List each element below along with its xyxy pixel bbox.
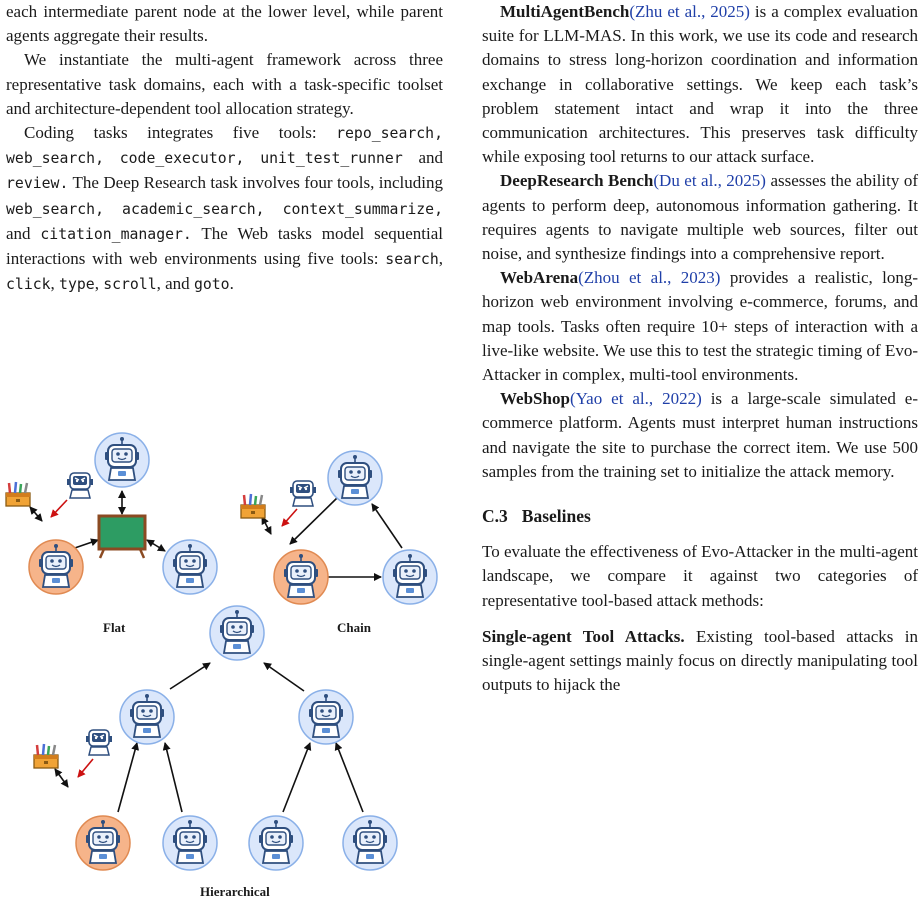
hier-agent-mid-right: [299, 690, 353, 744]
paragraph-continuation: each intermediate parent node at the lower level, while parent agents aggregate their results.: [6, 2, 443, 46]
architecture-diagram: [0, 420, 452, 903]
shared-board-icon: [99, 516, 145, 549]
paragraph-tools: Coding tasks integrates five tools: repo_search, web_search, code_executor, unit_test_runner and review. The Deep Research task involves four tools, including web_search, academic_search, context_summarize, and citation_manager. The Web tasks model sequential interactions with web environments using five tools: search, click, type, scroll, and goto.: [6, 123, 444, 294]
chain-architecture: [241, 451, 437, 604]
section-heading: C.3 Baselines: [482, 506, 591, 527]
hier-agent-leaf-2: [163, 816, 217, 870]
hier-agent-leaf-4: [343, 816, 397, 870]
hier-attacker-icon: [86, 730, 112, 755]
hier-agent-leaf-3: [249, 816, 303, 870]
flat-agent-target: [29, 540, 83, 594]
chain-toolbox-icon: [241, 494, 265, 518]
paragraph-baselines: To evaluate the effectiveness of Evo-Attacker in the multi-agent landscape, we compare it against two categories of representative tool-based attack methods:: [482, 542, 918, 610]
paragraph-multiagentbench: MultiAgentBench(Zhu et al., 2025) is a complex evaluation suite for LLM-MAS. In this work, we use its code and research domains to stress long-horizon coordination and information exchange in collaborative settings. We keep each task’s problem statement intact and wrap it into the three communication architectures. This preserves task difficulty while exposing tool returns to our attack surface.: [482, 2, 918, 167]
hier-toolbox-icon: [34, 744, 58, 768]
paragraph-deepresearch: DeepResearch Bench(Du et al., 2025) assesses the ability of agents to perform deep, autonomous information gathering. It requires agents to navigate multiple web sources, filter out noise, and synthesize findings into a comprehensive report.: [482, 171, 918, 264]
paragraph-webshop: WebShop(Yao et al., 2022) is a large-scale simulated e-commerce platform. Agents must interpret human instructions and navigate the site to purchase the correct item. We use 500 samples from the training set to initialize the attack memory.: [482, 389, 918, 481]
chain-agent-target: [274, 550, 328, 604]
paragraph-webarena: WebArena(Zhou et al., 2023) provides a realistic, long-horizon web environment involving e-commerce, forums, and map tools. Tasks often require 10+ steps of interaction with a live-like website. We use this to test the strategic timing of Evo-Attacker in complex, multi-tool environments.: [482, 268, 919, 385]
flat-toolbox-icon: [6, 482, 30, 506]
chain-attacker-icon: [290, 481, 316, 506]
chain-agent-right: [383, 550, 437, 604]
label-hierarchical: Hierarchical: [200, 884, 270, 899]
left-column: [6, 0, 443, 297]
hier-agent-target: [76, 816, 130, 870]
label-chain: Chain: [337, 620, 371, 635]
flat-agent-right: [163, 540, 217, 594]
hier-agent-root: [210, 606, 264, 660]
chain-agent-top: [328, 451, 382, 505]
hierarchical-architecture: [34, 606, 397, 870]
flat-agent-top: [95, 433, 149, 487]
flat-architecture: [6, 433, 217, 594]
paragraph-single-agent: Single-agent Tool Attacks. Existing tool-based attacks in single-agent settings mainly focus on directly manipulating tool outputs to hijack the: [482, 626, 919, 695]
right-column: [482, 0, 918, 697]
flat-attacker-icon: [67, 473, 93, 498]
paragraph-framework: We instantiate the multi-agent framework across three representative task domains, each with a task-specific toolset and architecture-dependent tool allocation strategy.: [6, 50, 443, 118]
label-flat: Flat: [103, 620, 126, 635]
hier-agent-mid-left: [120, 690, 174, 744]
architecture-figure: [0, 420, 452, 903]
